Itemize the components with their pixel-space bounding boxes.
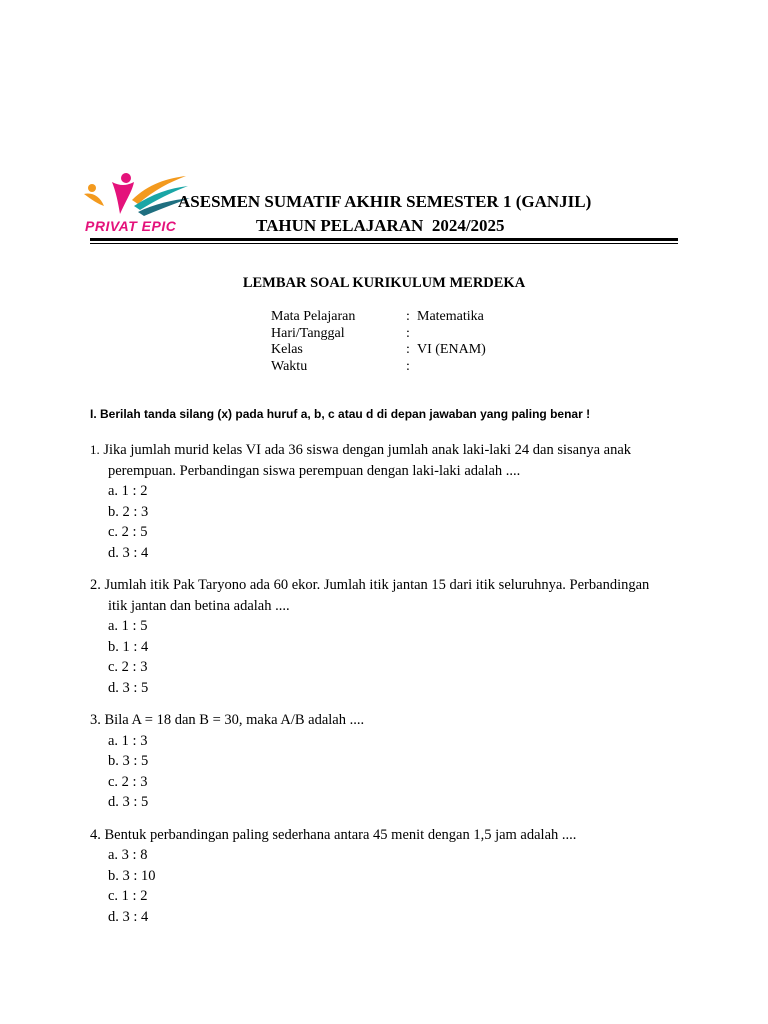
header-divider-thin xyxy=(90,243,678,244)
answer-option-d: d. 3 : 5 xyxy=(108,794,149,810)
header-divider-thick xyxy=(90,238,678,241)
question-text-line1 xyxy=(90,440,690,461)
answer-option-c: c. 1 : 2 xyxy=(108,888,148,904)
answer-option-a: a. 3 : 8 xyxy=(108,847,148,863)
logo-magenta-body xyxy=(112,182,134,214)
answer-option-b: b. 3 : 10 xyxy=(108,867,156,884)
answer-option-d: d. 3 : 4 xyxy=(108,544,149,561)
info-label: Mata Pelajaran xyxy=(271,309,356,324)
answer-option-c: c. 2 : 3 xyxy=(108,773,148,790)
info-colon: : xyxy=(406,309,410,324)
question-4 xyxy=(90,825,690,928)
info-value: VI (ENAM) xyxy=(417,342,486,357)
question-number: 1. xyxy=(90,442,100,457)
info-label: Hari/Tanggal xyxy=(271,325,345,341)
answer-option-a: a. 1 : 2 xyxy=(108,483,148,499)
answer-option-c: c. 2 : 5 xyxy=(108,524,148,540)
instruction-text: I. Berilah tanda silang (x) pada huruf a, b, c atau d di depan jawaban yang paling benar ! xyxy=(90,407,591,421)
question-text-line1 xyxy=(90,825,690,846)
info-colon: : xyxy=(406,358,410,374)
answer-option-b: b. 1 : 4 xyxy=(108,638,149,655)
question-text-line2: itik jantan dan betina adalah .... xyxy=(108,597,290,614)
question-list xyxy=(90,440,690,939)
question-text: Bentuk perbandingan paling sederhana antara 45 menit dengan 1,5 jam adalah .... xyxy=(100,826,577,843)
info-value: Matematika xyxy=(417,309,484,324)
answer-option-b: b. 2 : 3 xyxy=(108,503,149,520)
logo-orange-body xyxy=(84,194,104,207)
question-number: 2. xyxy=(90,577,101,593)
info-label: Kelas xyxy=(271,342,303,357)
answer-option-a: a. 1 : 5 xyxy=(108,618,148,634)
question-text-line1 xyxy=(90,575,690,596)
question-text: Bila A = 18 dan B = 30, maka A/B adalah .... xyxy=(100,712,365,728)
question-number: 4. xyxy=(90,826,101,843)
info-label: Waktu xyxy=(271,358,308,374)
question-text-line1 xyxy=(90,710,690,731)
logo-magenta-head xyxy=(121,173,131,183)
question-1 xyxy=(90,440,690,563)
logo-orange-head xyxy=(88,184,96,192)
question-2 xyxy=(90,575,690,698)
question-3 xyxy=(90,710,690,813)
question-number: 3. xyxy=(90,712,101,728)
question-text: Jika jumlah murid kelas VI ada 36 siswa dengan jumlah anak laki-laki 24 dan sisanya anak xyxy=(99,442,632,458)
logo-text: PRIVAT EPIC xyxy=(85,218,177,234)
info-colon: : xyxy=(406,342,410,357)
question-text-line2: perempuan. Perbandingan siswa perempuan dengan laki-laki adalah .... xyxy=(108,462,521,479)
answer-option-a: a. 1 : 3 xyxy=(108,732,148,749)
info-colon: : xyxy=(406,325,410,341)
question-text: Jumlah itik Pak Taryono ada 60 ekor. Jumlah itik jantan 15 dari itik seluruhnya. Perbandingan xyxy=(100,577,650,593)
answer-option-d: d. 3 : 5 xyxy=(108,679,149,696)
answer-option-b: b. 3 : 5 xyxy=(108,753,149,769)
answer-option-d: d. 3 : 4 xyxy=(108,908,149,925)
document-title-line2: TAHUN PELAJARAN 2024/2025 xyxy=(256,216,505,235)
document-subtitle: LEMBAR SOAL KURIKULUM MERDEKA xyxy=(242,275,526,291)
answer-option-c: c. 2 : 3 xyxy=(108,659,148,675)
document-title-line1: ASESMEN SUMATIF AKHIR SEMESTER 1 (GANJIL) xyxy=(178,192,592,211)
